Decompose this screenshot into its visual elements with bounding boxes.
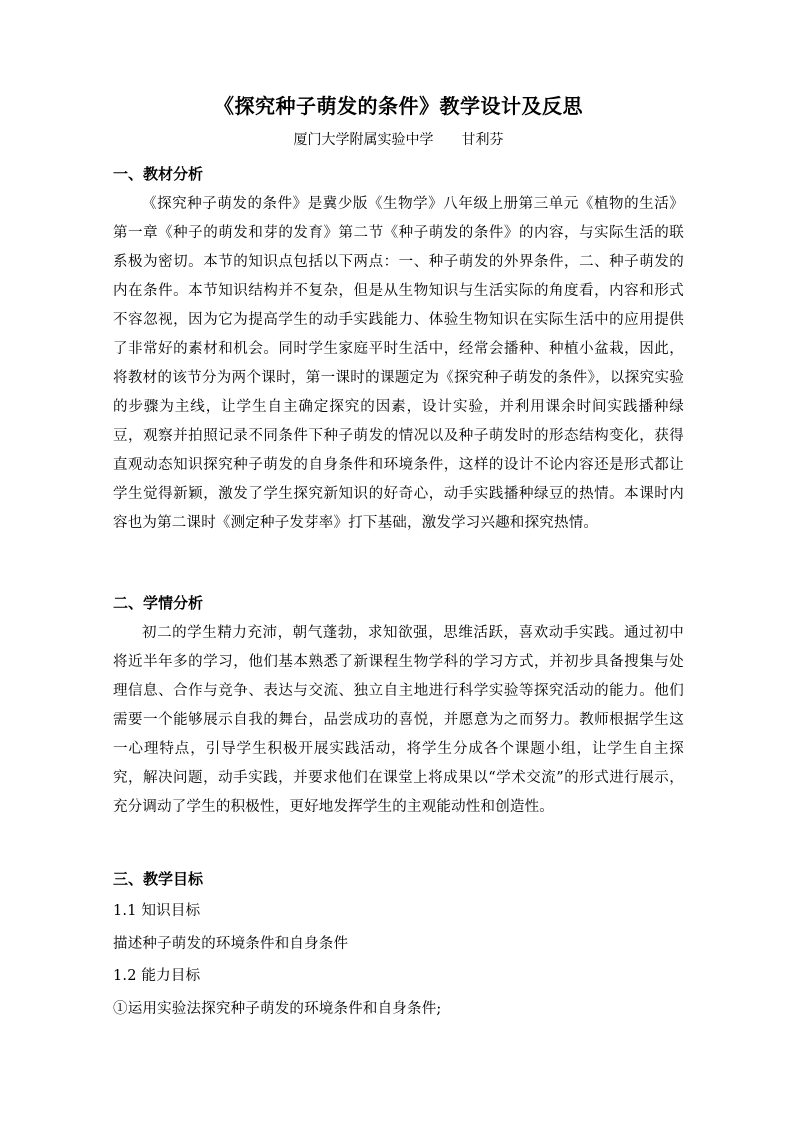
section-heading-material-analysis: 一、教材分析 xyxy=(113,166,204,183)
paragraph-material-analysis: 《探究种子萌发的条件》是冀少版《生物学》八年级上册第三单元《植物的生活》第一章《种子的萌发和芽的发育》第二节《种子萌发的条件》的内容，与实际生活的联系极为密切。本节的知识点包括以下两点：一、种子萌发的外界条件，二、种子萌发的内在条件。本节知识结构并不复杂，但是从生物知识与生活实际的角度看，内容和形式不容忽视，因为它为提高学生的动手实践能力、体验生物知识在实际生活中的应用提供了非常好的素材和机会。同时学生家庭平时生活中，经常会播种、种植小盆栽，因此，将教材的该节分为两个课时，第一课时的课题定为《探究种子萌发的条件》，以探究实验的步骤为主线，让学生自主确定探究的因素，设计实验，并利用课余时间实践播种绿豆，观察并拍照记录不同条件下种子萌发的情况以及种子萌发时的形态结构变化，获得直观动态知识探究种子萌发的自身条件和环境条件，这样的设计不论内容还是形式都让学生觉得新颖，激发了学生探究新知识的好奇心，动手实践播种绿豆的热情。本课时内容也为第二课时《测定种子发芽率》打下基础，激发学习兴趣和探究热情。 xyxy=(113,196,684,531)
objective-line-ability-label: 1.2 能力目标 xyxy=(113,968,201,984)
document-title: 《探究种子萌发的条件》教学设计及反思 xyxy=(214,94,583,118)
objective-line-knowledge-label: 1.1 知识目标 xyxy=(113,903,201,919)
section-heading-teaching-objectives: 三、教学目标 xyxy=(113,871,204,888)
objective-line-knowledge-content: 描述种子萌发的环境条件和自身条件 xyxy=(113,935,349,952)
section-heading-learner-analysis: 二、学情分析 xyxy=(113,595,204,612)
document-byline: 厦门大学附属实验中学 甘利芬 xyxy=(293,132,504,148)
objective-line-ability-content: ①运用实验法探究种子萌发的环境条件和自身条件; xyxy=(113,1000,442,1017)
paragraph-learner-analysis: 初二的学生精力充沛，朝气蓬勃，求知欲强，思维活跃，喜欢动手实践。通过初中将近半年多的学习，他们基本熟悉了新课程生物学科的学习方式，并初步具备搜集与处理信息、合作与竞争、表达与交流、独立自主地进行科学实验等探究活动的能力。他们需要一个能够展示自我的舞台，品尝成功的喜悦，并愿意为之而努力。教师根据学生这一心理特点，引导学生积极开展实践活动，将学生分成各个课题小组，让学生自主探究，解决问题，动手实践，并要求他们在课堂上将成果以“学术交流”的形式进行展示，充分调动了学生的积极性，更好地发挥学生的主观能动性和创造性。 xyxy=(113,625,684,815)
